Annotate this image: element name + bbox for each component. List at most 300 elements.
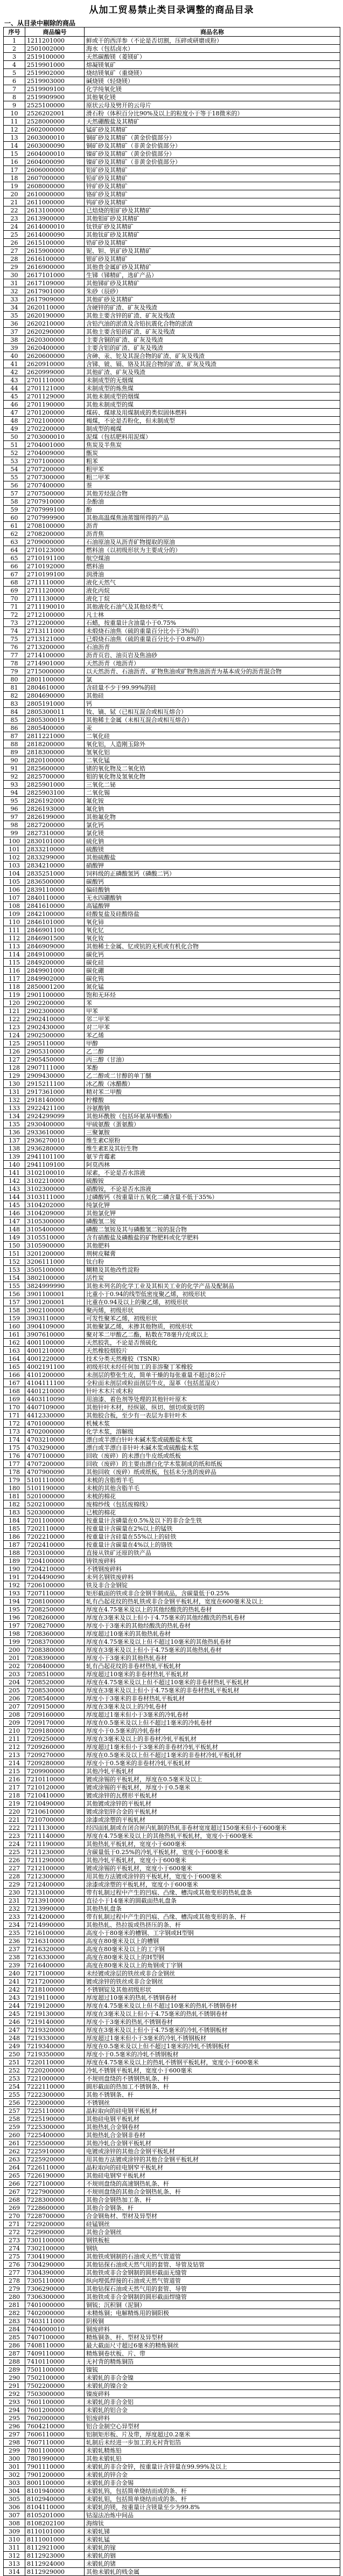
row-name: 镍锍 xyxy=(85,2366,340,2374)
row-code: 7201100000 xyxy=(25,1517,85,1525)
row-serial: 311 xyxy=(4,2544,25,2552)
row-name: 主要含铜的矿渣、矿灰及残渣 xyxy=(85,336,340,344)
table-row xyxy=(4,1662,340,1670)
table-row xyxy=(4,1969,340,1978)
row-serial: 272 xyxy=(4,2228,25,2236)
row-serial: 181 xyxy=(4,1492,25,1500)
table-row xyxy=(4,716,340,724)
table-row xyxy=(4,1945,340,1953)
table-row xyxy=(4,2188,340,2196)
row-name: 镀或涂锡的平板轧材，厚度小于0.5毫米 xyxy=(85,1783,340,1792)
row-serial: 274 xyxy=(4,2244,25,2253)
row-code: 2834210000 xyxy=(25,862,85,870)
row-code: 2830101000 xyxy=(25,837,85,845)
row-name: 按重量计含碳量在4%以上的铬铁 xyxy=(85,1541,340,1549)
row-serial: 219 xyxy=(4,1800,25,1808)
section-title: 一、从目录中剔除的商品 xyxy=(4,19,76,27)
row-code: 7213910000 xyxy=(25,1897,85,1905)
row-name: 未煅烧石油焦（硫的重量百分比小于3%的） xyxy=(85,627,340,635)
row-serial: 277 xyxy=(4,2269,25,2277)
row-name: 其他胶合板，至少有一表层为非针叶木 xyxy=(85,1411,340,1420)
row-name: 未梳的其他含脂羊毛 xyxy=(85,1484,340,1492)
row-serial: 166 xyxy=(4,1371,25,1379)
row-code: 2704009000 xyxy=(25,449,85,457)
table-row xyxy=(4,1533,340,1541)
row-code: 3901200001 xyxy=(25,1298,85,1306)
row-name: 天然橡胶烟胶片 xyxy=(85,1347,340,1355)
row-code: 4001100000 xyxy=(25,1339,85,1347)
row-name: 铝矿砂及其精矿 xyxy=(85,166,340,174)
row-serial: 299 xyxy=(4,2447,25,2455)
row-name: 燃料油（以初级形状为主要成分的） xyxy=(85,546,340,554)
row-name: 氯化镁 xyxy=(85,829,340,837)
row-code: 7209270000 xyxy=(25,1751,85,1759)
row-code: 4001220000 xyxy=(25,1355,85,1363)
row-code: 2713121000 xyxy=(25,635,85,643)
table-row xyxy=(4,999,340,1007)
row-code: 7208260000 xyxy=(25,1614,85,1622)
row-serial: 263 xyxy=(4,2155,25,2164)
row-name: 其他钻探石油或天然气用的套管、导管 xyxy=(85,2285,340,2293)
table-row xyxy=(4,360,340,368)
table-row xyxy=(4,1185,340,1193)
row-name: 其他合金钢热加工条、杆 xyxy=(85,2196,340,2204)
row-code: 3105400000 xyxy=(25,1225,85,1234)
table-row xyxy=(4,1290,340,1298)
row-serial: 33 xyxy=(4,295,25,304)
table-row xyxy=(4,1379,340,1387)
row-code: 7225910000 xyxy=(25,2147,85,2155)
row-name: 纵向埋弧焊接的石油或天然气管道管 xyxy=(85,2277,340,2285)
row-code: 2528000000 xyxy=(25,118,85,126)
table-row xyxy=(4,69,340,77)
table-row xyxy=(4,1751,340,1759)
row-serial: 194 xyxy=(4,1597,25,1606)
table-row xyxy=(4,578,340,587)
row-serial: 204 xyxy=(4,1678,25,1686)
row-code: 2703000010 xyxy=(25,433,85,441)
row-code: 2905110000 xyxy=(25,1039,85,1048)
row-name: 化学纯氧化镁 xyxy=(85,85,340,93)
row-name: 未梳的含脂剪羊毛 xyxy=(85,1476,340,1484)
row-name: 偏硅酸钠 xyxy=(85,886,340,894)
table-row xyxy=(4,1444,340,1452)
row-code: 7502100000 xyxy=(25,2374,85,2382)
row-serial: 40 xyxy=(4,352,25,360)
row-name: 不锈钢锭及其他初级形状 xyxy=(85,1986,340,1994)
row-serial: 9 xyxy=(4,101,25,109)
table-row xyxy=(4,1864,340,1872)
row-code: 2825903100 xyxy=(25,789,85,797)
row-name: 铜矿砂及其精矿（非黄金价值部分） xyxy=(85,142,340,150)
table-row xyxy=(4,1128,340,1137)
row-serial: 184 xyxy=(4,1517,25,1525)
row-code: 2915211100 xyxy=(25,1080,85,1088)
table-row xyxy=(4,1961,340,1969)
row-serial: 250 xyxy=(4,2050,25,2058)
row-name: 合金钢角材、型材及异型材 xyxy=(85,2212,340,2220)
row-code: 7212400000 xyxy=(25,1881,85,1889)
row-name: 其他未制成型的烟煤 xyxy=(85,392,340,401)
table-row xyxy=(4,902,340,910)
table-row xyxy=(4,805,340,813)
table-row xyxy=(4,2075,340,2083)
row-code: 2941101100 xyxy=(25,1153,85,1161)
row-name: 邻二甲苯 xyxy=(85,1015,340,1023)
table-row xyxy=(4,1727,340,1735)
row-name: 针叶木木片或木粒 xyxy=(85,1387,340,1395)
row-code: 7801990000 xyxy=(25,2455,85,2463)
row-serial: 12 xyxy=(4,126,25,134)
table-row xyxy=(4,1638,340,1646)
row-serial: 137 xyxy=(4,1137,25,1145)
table-row xyxy=(4,2228,340,2236)
row-serial: 216 xyxy=(4,1775,25,1783)
row-code: 7606110000 xyxy=(25,2430,85,2439)
row-serial: 308 xyxy=(4,2519,25,2527)
row-name: 最大截面尺寸超过6毫米的精炼铜丝 xyxy=(85,2341,340,2350)
row-code: 7211140000 xyxy=(25,1832,85,1840)
row-name: 聚丙烯，初级形状 xyxy=(85,1306,340,1314)
row-code: 2907111000 xyxy=(25,1064,85,1072)
row-name: 镀或涂锌的铁丝或非合金钢丝 xyxy=(85,1978,340,1986)
row-name: 厚度小于0.5毫米的冷轧不锈钢板材 xyxy=(85,2050,340,2058)
row-name: 其他贵金属矿砂及其精矿 xyxy=(85,263,340,271)
row-name: 涂漆或涂塑的平板轧材，宽度小于600毫米 xyxy=(85,1881,340,1889)
row-serial: 158 xyxy=(4,1306,25,1314)
row-code: 2701121000 xyxy=(25,384,85,392)
row-name: 烧结镁氧矿（重烧镁） xyxy=(85,69,340,77)
table-row xyxy=(4,829,340,837)
row-name: 回收（废碎）的未漂白牛皮纸或纸板 xyxy=(85,1452,340,1460)
row-code: 7228700000 xyxy=(25,2212,85,2220)
row-serial: 177 xyxy=(4,1460,25,1468)
row-name: 其他未锻轧铅 xyxy=(85,2455,340,2463)
table-row xyxy=(4,708,340,716)
row-name: 液化天然气 xyxy=(85,578,340,587)
row-code: 7209250000 xyxy=(25,1735,85,1743)
row-name: 直径小于14毫米的圆截面热轧盘条 xyxy=(85,1897,340,1905)
row-serial: 202 xyxy=(4,1662,25,1670)
row-code: 2846101000 xyxy=(25,918,85,926)
row-name: 其他环酰胺（包括环氨基甲酸酯） xyxy=(85,1112,340,1120)
row-name: 其他主要含铅的矿渣、矿灰及残渣 xyxy=(85,328,340,336)
table-row xyxy=(4,1056,340,1064)
row-code: 2707999100 xyxy=(25,506,85,514)
row-name: 石油原油及从沥青矿物提取的原油 xyxy=(85,538,340,546)
table-row xyxy=(4,870,340,878)
table-row xyxy=(4,2172,340,2180)
table-row xyxy=(4,1929,340,1937)
table-row xyxy=(4,2325,340,2333)
row-serial: 207 xyxy=(4,1703,25,1711)
table-row xyxy=(4,1565,340,1573)
row-code: 7208100000 xyxy=(25,1597,85,1606)
row-name: 粗二甲苯 xyxy=(85,473,340,481)
row-code: 2702100000 xyxy=(25,417,85,425)
table-row xyxy=(4,886,340,894)
row-name: 可发性聚苯乙烯，初级形状 xyxy=(85,1314,340,1323)
table-row xyxy=(4,2244,340,2253)
row-code: 2825901000 xyxy=(25,781,85,789)
row-serial: 97 xyxy=(4,813,25,821)
row-serial: 55 xyxy=(4,473,25,481)
table-row xyxy=(4,498,340,506)
table-row xyxy=(4,926,340,934)
row-name: 其他热轧盘条 xyxy=(85,1905,340,1913)
row-code: 2702200000 xyxy=(25,425,85,433)
row-serial: 16 xyxy=(4,158,25,166)
row-name: 氯化钙 xyxy=(85,821,340,829)
header-serial: 序号 xyxy=(4,27,25,37)
row-serial: 180 xyxy=(4,1484,25,1492)
table-row xyxy=(4,2439,340,2447)
row-serial: 53 xyxy=(4,457,25,465)
row-serial: 145 xyxy=(4,1201,25,1209)
row-name: 含硬锌的矿渣、矿灰及残渣 xyxy=(85,304,340,312)
row-serial: 26 xyxy=(4,239,25,247)
row-code: 7209180000 xyxy=(25,1727,85,1735)
table-row xyxy=(4,2147,340,2155)
row-code: 5101190000 xyxy=(25,1484,85,1492)
row-name: 三氧化二铋 xyxy=(85,781,340,789)
row-code: 2613900000 xyxy=(25,215,85,223)
row-code: 2709000000 xyxy=(25,538,85,546)
row-serial: 248 xyxy=(4,2034,25,2042)
row-name: 技术分类天然橡胶（TSNR） xyxy=(85,1355,340,1363)
table-row xyxy=(4,2155,340,2164)
row-code: 2617101000 xyxy=(25,271,85,279)
row-code: 7901110000 xyxy=(25,2463,85,2471)
row-code: 7208510000 xyxy=(25,1670,85,1678)
row-code: 7211230000 xyxy=(25,1848,85,1856)
row-code: 7223000000 xyxy=(25,2099,85,2107)
table-row xyxy=(4,142,340,150)
row-serial: 222 xyxy=(4,1824,25,1832)
table-row xyxy=(4,2067,340,2075)
row-code: 2708200000 xyxy=(25,530,85,538)
row-code: 7209160000 xyxy=(25,1711,85,1719)
table-row xyxy=(4,1395,340,1403)
table-row xyxy=(4,1735,340,1743)
row-serial: 275 xyxy=(4,2253,25,2261)
row-name: 按重量计含碳量在2%以上的锰铁 xyxy=(85,1525,340,1533)
row-code: 2620999000 xyxy=(25,368,85,376)
row-name: 不锈钢废碎料 xyxy=(85,1565,340,1573)
row-code: 7216400000 xyxy=(25,1961,85,1969)
row-serial: 212 xyxy=(4,1743,25,1751)
table-row xyxy=(4,1112,340,1120)
row-name: 纯氯化钾 xyxy=(85,1201,340,1209)
row-code: 2902200000 xyxy=(25,999,85,1007)
row-code: 5201000000 xyxy=(25,1492,85,1500)
row-name: 滑石粉（体积百分比90%及以上的粒度小于等于18微米的） xyxy=(85,109,340,118)
table-row xyxy=(4,1048,340,1056)
row-serial: 249 xyxy=(4,2042,25,2050)
table-row xyxy=(4,821,340,829)
row-code: 4407109000 xyxy=(25,1403,85,1411)
row-serial: 231 xyxy=(4,1897,25,1905)
table-row xyxy=(4,862,340,870)
table-row xyxy=(4,1743,340,1751)
table-row xyxy=(4,1306,340,1314)
row-serial: 163 xyxy=(4,1347,25,1355)
row-serial: 232 xyxy=(4,1905,25,1913)
table-row xyxy=(4,2317,340,2325)
row-name: 按重量计含磷量在0.5%及以下的非合金生铁 xyxy=(85,1517,340,1525)
row-serial: 169 xyxy=(4,1395,25,1403)
row-code: 2713111000 xyxy=(25,627,85,635)
row-name: 其他硅 xyxy=(85,692,340,700)
row-code: 4703290000 xyxy=(25,1444,85,1452)
row-name: 糊精及其他改性淀粉 xyxy=(85,1266,340,1274)
table-row xyxy=(4,182,340,190)
row-code: 8104110000 xyxy=(25,2503,85,2511)
row-serial: 162 xyxy=(4,1339,25,1347)
row-serial: 21 xyxy=(4,198,25,206)
row-serial: 215 xyxy=(4,1767,25,1775)
row-serial: 81 xyxy=(4,684,25,692)
row-name: 厚度在3毫米及以上但小于4.75毫米的热轧不锈钢卷材 xyxy=(85,2010,340,2018)
row-serial: 122 xyxy=(4,1015,25,1023)
row-serial: 95 xyxy=(4,797,25,805)
row-name: 沥青 xyxy=(85,522,340,530)
row-name: 其他合金钢条、杆 xyxy=(85,2204,340,2212)
row-serial: 200 xyxy=(4,1646,25,1654)
table-row xyxy=(4,1266,340,1274)
row-serial: 108 xyxy=(4,902,25,910)
table-row xyxy=(4,2333,340,2341)
row-name: 铜锍；沉积铜（泥铜） xyxy=(85,2301,340,2309)
table-row xyxy=(4,1452,340,1460)
row-code: 2849200000 xyxy=(25,959,85,967)
row-serial: 139 xyxy=(4,1153,25,1161)
row-code: 2707999900 xyxy=(25,514,85,522)
row-serial: 296 xyxy=(4,2422,25,2430)
table-row xyxy=(4,546,340,554)
row-code: 2846901500 xyxy=(25,934,85,942)
table-row xyxy=(4,1573,340,1581)
row-name: 其他氧化镁 xyxy=(85,93,340,101)
table-row xyxy=(4,2350,340,2358)
row-name: 其他矿渣、矿灰及残渣 xyxy=(85,368,340,376)
table-row xyxy=(4,1492,340,1500)
row-name: 汞 xyxy=(85,724,340,732)
row-name: 苯酚 xyxy=(85,1064,340,1072)
row-code: 2936280000 xyxy=(25,1145,85,1153)
row-serial: 237 xyxy=(4,1945,25,1953)
table-row xyxy=(4,1234,340,1242)
table-row xyxy=(4,797,340,805)
table-row xyxy=(4,206,340,215)
row-code: 7226110000 xyxy=(25,2164,85,2172)
row-serial: 7 xyxy=(4,85,25,93)
row-code: 2713200000 xyxy=(25,643,85,651)
table-row xyxy=(4,287,340,295)
row-name: 主要含铝的矿渣、矿灰及残渣 xyxy=(85,344,340,352)
row-code: 7216310000 xyxy=(25,1937,85,1945)
row-serial: 111 xyxy=(4,926,25,934)
table-row xyxy=(4,950,340,959)
row-serial: 107 xyxy=(4,894,25,902)
row-name: 按重量计含硅量在55%以上的硅铁 xyxy=(85,1533,340,1541)
row-serial: 127 xyxy=(4,1056,25,1064)
row-serial: 126 xyxy=(4,1048,25,1056)
row-name: 海绵钛 xyxy=(85,2519,340,2527)
row-code: 7210610000 xyxy=(25,1808,85,1816)
row-serial: 276 xyxy=(4,2261,25,2269)
row-name: 氯 xyxy=(85,676,340,684)
row-code: 7225500000 xyxy=(25,2139,85,2147)
row-serial: 186 xyxy=(4,1533,25,1541)
table-row xyxy=(4,748,340,756)
row-serial: 258 xyxy=(4,2115,25,2123)
row-code: 7228600000 xyxy=(25,2204,85,2212)
row-serial: 54 xyxy=(4,465,25,473)
row-serial: 235 xyxy=(4,1929,25,1937)
row-serial: 312 xyxy=(4,2552,25,2560)
row-serial: 182 xyxy=(4,1500,25,1509)
row-code: 2704001000 xyxy=(25,441,85,449)
table-row xyxy=(4,1096,340,1104)
table-row xyxy=(4,2277,340,2285)
table-row xyxy=(4,1145,340,1153)
row-code: 7503000000 xyxy=(25,2390,85,2398)
row-code: 7208360000 xyxy=(25,1630,85,1638)
row-code: 3105900000 xyxy=(25,1242,85,1250)
row-name: 厚度在3毫米及以上但小于4.75毫米的其他经酸洗的热轧卷材 xyxy=(85,1614,340,1622)
table-row xyxy=(4,481,340,490)
table-row xyxy=(4,635,340,643)
table-row xyxy=(4,1169,340,1177)
row-code: 7219140000 xyxy=(25,2018,85,2026)
row-name: 高度小于80毫米的槽钢、工字钢或H型钢 xyxy=(85,1929,340,1937)
row-name: 带有轧制过程中产生的凹痕、凸缘、槽沟或其他变形的热轧盘条 xyxy=(85,1889,340,1897)
row-serial: 151 xyxy=(4,1250,25,1258)
row-serial: 132 xyxy=(4,1096,25,1104)
table-row xyxy=(4,1064,340,1072)
table-row xyxy=(4,2398,340,2406)
row-code: 2615100000 xyxy=(25,239,85,247)
table-row xyxy=(4,1460,340,1468)
row-name: 未锻轧锰 xyxy=(85,2536,340,2544)
row-name: 全粒面未剖层或粒面剖层牛皮，湿革（包括蓝湿皮） xyxy=(85,1379,340,1387)
row-serial: 217 xyxy=(4,1783,25,1792)
row-code: 7209900000 xyxy=(25,1767,85,1775)
table-row xyxy=(4,2341,340,2350)
row-name: 褐煤，不论是否粉化，但未制成型 xyxy=(85,417,340,425)
row-code: 7206100000 xyxy=(25,1581,85,1589)
row-name: 对二甲苯 xyxy=(85,1023,340,1031)
row-code: 2826199000 xyxy=(25,813,85,821)
table-row xyxy=(4,465,340,473)
row-code: 2711120000 xyxy=(25,587,85,595)
row-name: 未锻轧的锌合金 xyxy=(85,2471,340,2479)
row-name: 其他热轧、热拉拔或热挤压的条、杆 xyxy=(85,1921,340,1929)
table-row xyxy=(4,837,340,845)
row-serial: 220 xyxy=(4,1808,25,1816)
table-row xyxy=(4,2479,340,2487)
row-code: 2615900000 xyxy=(25,247,85,255)
table-row xyxy=(4,2495,340,2503)
table-row xyxy=(4,158,340,166)
row-name: 初级形状未经任何加工的非溶聚丁苯橡胶 xyxy=(85,1363,340,1371)
row-code: 2924299099 xyxy=(25,1112,85,1120)
row-code: 2846909000 xyxy=(25,942,85,950)
row-name: 含锑、铍、镉、铬及其混合物的矿渣、矿灰及残渣 xyxy=(85,360,340,368)
row-code: 2610000000 xyxy=(25,190,85,198)
row-code: 8110101000 xyxy=(25,2527,85,2536)
